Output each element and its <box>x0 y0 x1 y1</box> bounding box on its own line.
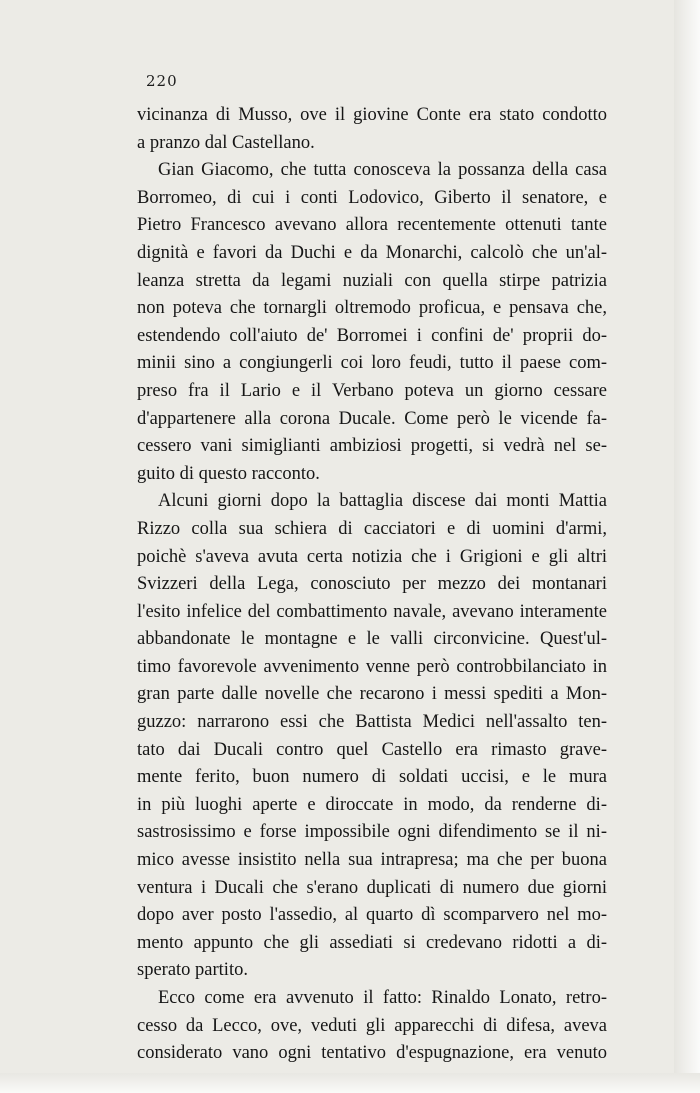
text-line: a pranzo dal Castellano. <box>137 132 315 153</box>
text-line: mento appunto che gli assediati si credevano ridotti a di- <box>137 932 607 953</box>
page-number: 220 <box>146 72 178 90</box>
text-line: considerato vano ogni tentativo d'espugnazione, era venuto <box>137 1043 607 1064</box>
text-line: vicinanza di Musso, ove il giovine Conte era stato condotto <box>137 105 607 125</box>
text-line: ventura i Ducali che s'erano duplicati di numero due giorni <box>137 877 607 898</box>
text-line: sastrosissimo e forse impossibile ogni difendimento se il ni- <box>137 822 607 843</box>
text-line: Svizzeri della Lega, conosciuto per mezzo dei montanari <box>137 574 607 595</box>
text-line: poichè s'aveva avuta certa notizia che i Grigioni e gli altri <box>137 546 607 567</box>
text-line: leanza stretta da legami nuziali con quella stirpe patrizia <box>137 270 607 291</box>
text-line: guzzo: narrarono essi che Battista Medici nell'assalto ten- <box>137 712 607 733</box>
page-edge-right <box>674 0 700 1093</box>
text-line: Rizzo colla sua schiera di cacciatori e di uomini d'armi, <box>137 518 607 539</box>
text-line: non poteva che tornargli oltremodo proficua, e pensava che, <box>137 298 607 319</box>
text-line: in più luoghi aperte e diroccate in modo, da renderne di- <box>137 794 607 815</box>
text-line: dignità e favori da Duchi e da Monarchi, calcolò che un'al- <box>137 242 607 263</box>
text-line: sperato partito. <box>137 960 248 981</box>
text-line: guito di questo racconto. <box>137 463 320 484</box>
text-line: cessero vani simiglianti ambiziosi progetti, si vedrà nel se- <box>137 436 607 457</box>
text-line: Ecco come era avvenuto il fatto: Rinaldo Lonato, retro- <box>158 988 607 1008</box>
text-line: mico avesse insistito nella sua intrapresa; ma che per buona <box>137 850 607 871</box>
text-line: l'esito infelice del combattimento navale, avevano interamente <box>137 601 607 622</box>
text-line: estendendo coll'aiuto de' Borromei i confini de' proprii do- <box>137 325 607 346</box>
page-edge-bottom <box>0 1073 700 1093</box>
text-line: Pietro Francesco avevano allora recentemente ottenuti tante <box>137 215 607 236</box>
text-line: abbandonate le montagne e le valli circonvicine. Quest'ul- <box>137 629 607 650</box>
text-line: preso fra il Lario e il Verbano poteva un giorno cessare <box>137 380 607 401</box>
body-text <box>137 102 607 1068</box>
text-line: timo favorevole avvenimento venne però controbbilanciato in <box>137 656 607 677</box>
text-line: tato dai Ducali contro quel Castello era rimasto grave- <box>137 739 607 760</box>
text-line: gran parte dalle novelle che recarono i messi spediti a Mon- <box>137 684 607 705</box>
text-line: mente ferito, buon numero di soldati uccisi, e le mura <box>137 767 607 788</box>
text-line: minii sino a congiungerli coi loro feudi, tutto il paese com- <box>137 353 607 374</box>
text-line: Borromeo, di cui i conti Lodovico, Giberto il senatore, e <box>137 187 607 208</box>
text-line: cesso da Lecco, ove, veduti gli apparecchi di difesa, aveva <box>137 1015 607 1036</box>
text-line: Alcuni giorni dopo la battaglia discese dai monti Mattia <box>158 491 607 512</box>
text-line: Gian Giacomo, che tutta conosceva la possanza della casa <box>158 160 607 181</box>
text-line: dopo aver posto l'assedio, al quarto dì scomparvero nel mo- <box>137 905 607 926</box>
text-line: d'appartenere alla corona Ducale. Come però le vicende fa- <box>137 408 607 429</box>
